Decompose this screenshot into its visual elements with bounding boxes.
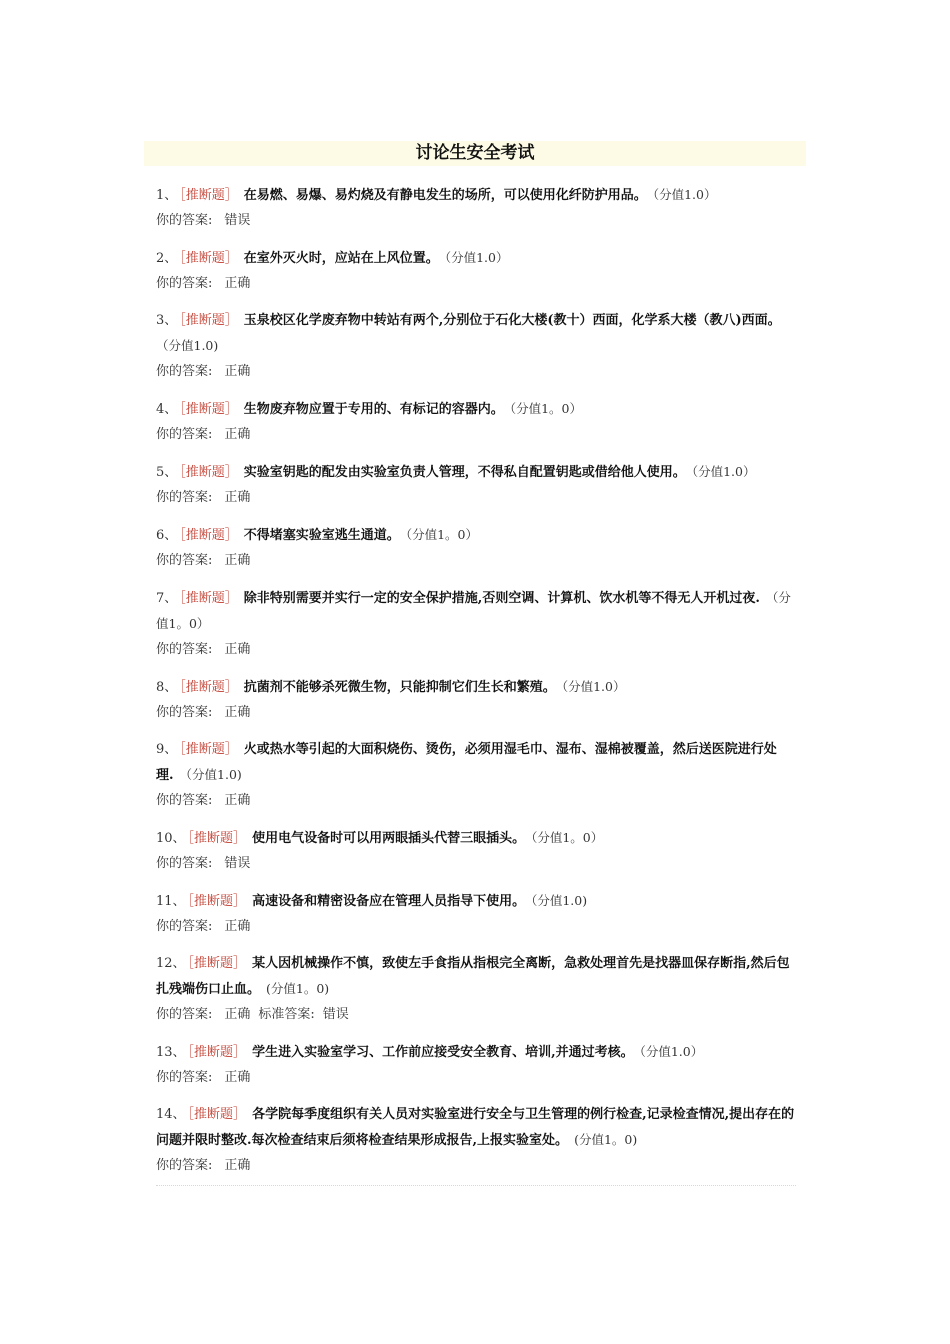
question-line <box>156 182 796 208</box>
question-score: （分值1.0) <box>179 767 242 782</box>
question-score: （分值1.0) <box>531 893 588 908</box>
answer-row <box>156 422 796 447</box>
answer-row <box>156 485 796 510</box>
question-score: （分值1.0） <box>444 250 509 265</box>
question-number: 9、 <box>156 742 178 757</box>
answer-label: 你的答案: <box>156 856 213 871</box>
question-score: （分值1.0） <box>561 679 626 694</box>
answer-value: 正确 <box>224 553 251 568</box>
answer-value: 正确 <box>224 490 251 505</box>
question-number: 11、 <box>156 894 186 909</box>
question-type-tag: ［推断题］ <box>187 894 247 909</box>
question-number: 1、 <box>156 188 178 203</box>
answer-label: 你的答案: <box>156 213 213 228</box>
answer-label: 你的答案: <box>156 919 213 934</box>
question-score: （分值1.0） <box>652 187 717 202</box>
answer-value: 错误 <box>224 213 251 228</box>
question-line <box>156 888 796 914</box>
question-line <box>156 245 796 271</box>
answer-row <box>156 208 796 233</box>
question-stem: 不得堵塞实验室逃生通道。 <box>243 528 400 543</box>
question-stem: 除非特别需要并实行一定的安全保护措施,否则空调、计算机、饮水机等不得无人开机过夜. <box>243 591 760 606</box>
answer-row <box>156 788 796 813</box>
question-type-tag: ［推断题］ <box>179 188 238 203</box>
question-type-tag: ［推断题］ <box>179 591 238 606</box>
question-stem: 抗菌剂不能够杀死微生物，只能抑制它们生长和繁殖。 <box>243 680 556 695</box>
question-list <box>156 182 796 1190</box>
question-score: （分值1。0） <box>509 401 582 416</box>
answer-value: 正确 <box>224 364 251 379</box>
question-item <box>156 1039 796 1090</box>
question-number: 7、 <box>156 591 178 606</box>
answer-value: 正确 <box>224 1158 251 1173</box>
answer-row <box>156 359 796 384</box>
answer-row <box>156 700 796 725</box>
answer-row <box>156 1153 796 1178</box>
answer-value: 正确 <box>224 705 251 720</box>
question-line <box>156 522 796 548</box>
question-line <box>156 737 796 788</box>
question-item <box>156 825 796 876</box>
answer-row <box>156 914 796 939</box>
answer-label: 你的答案: <box>156 553 213 568</box>
question-stem: 实验室钥匙的配发由实验室负责人管理，不得私自配置钥匙或借给他人使用。 <box>243 465 686 480</box>
question-item <box>156 522 796 573</box>
question-type-tag: ［推断题］ <box>179 465 238 480</box>
question-score: （分值1.0） <box>691 464 756 479</box>
answer-label: 你的答案: <box>156 705 213 720</box>
question-item <box>156 396 796 447</box>
question-number: 6、 <box>156 528 178 543</box>
question-item <box>156 308 796 384</box>
answer-value: 正确 <box>224 919 251 934</box>
page-title-bar <box>144 141 806 166</box>
question-stem: 火或热水等引起的大面积烧伤、烫伤，必须用湿毛巾、湿布、湿棉被覆盖，然后送医院进行处理. <box>156 742 777 783</box>
question-line <box>156 825 796 851</box>
question-item <box>156 459 796 510</box>
answer-label: 你的答案: <box>156 276 213 291</box>
question-number: 3、 <box>156 313 178 328</box>
answer-row <box>156 851 796 876</box>
question-stem: 在易燃、易爆、易灼烧及有静电发生的场所，可以使用化纤防护用品。 <box>243 188 647 203</box>
standard-answer-value: 错误 <box>322 1007 349 1022</box>
answer-row <box>156 548 796 573</box>
question-type-tag: ［推断题］ <box>179 313 238 328</box>
question-line <box>156 1039 796 1065</box>
question-item <box>156 674 796 725</box>
question-score: (分值1。0) <box>574 1132 638 1147</box>
answer-label: 你的答案: <box>156 427 213 442</box>
answer-row <box>156 1002 796 1027</box>
question-stem: 使用电气设备时可以用两眼插头代替三眼插头。 <box>252 831 526 846</box>
question-line <box>156 674 796 700</box>
answer-label: 你的答案: <box>156 1158 213 1173</box>
question-number: 14、 <box>156 1107 186 1122</box>
question-type-tag: ［推断题］ <box>187 1107 247 1122</box>
question-item <box>156 951 796 1027</box>
question-line <box>156 308 796 359</box>
standard-answer-label: 标准答案: <box>258 1007 315 1022</box>
answer-label: 你的答案: <box>156 364 213 379</box>
answer-value: 正确 <box>224 642 251 657</box>
question-item <box>156 585 796 662</box>
answer-label: 你的答案: <box>156 1070 213 1085</box>
question-number: 10、 <box>156 831 186 846</box>
question-stem: 高速设备和精密设备应在管理人员指导下使用。 <box>252 894 526 909</box>
answer-value: 正确 <box>224 1007 251 1022</box>
question-line <box>156 1102 796 1153</box>
question-type-tag: ［推断题］ <box>187 1045 247 1060</box>
answer-value: 正确 <box>224 793 251 808</box>
question-stem: 学生进入实验室学习、工作前应接受安全教育、培训,并通过考核。 <box>252 1045 634 1060</box>
answer-value: 正确 <box>224 427 251 442</box>
question-type-tag: ［推断题］ <box>179 528 238 543</box>
question-number: 2、 <box>156 251 178 266</box>
question-stem: 玉泉校区化学废弃物中转站有两个,分别位于石化大楼(教十）西面，化学系大楼（教八)西面。 <box>243 313 781 328</box>
question-item <box>156 1102 796 1178</box>
question-stem: 生物废弃物应置于专用的、有标记的容器内。 <box>243 402 504 417</box>
question-item <box>156 245 796 296</box>
question-score: （分值1。0） <box>156 590 791 631</box>
question-score: （分值1。0） <box>405 527 478 542</box>
question-item <box>156 888 796 939</box>
answer-value: 正确 <box>224 1070 251 1085</box>
answer-row <box>156 637 796 662</box>
answer-row <box>156 1065 796 1090</box>
answer-label: 你的答案: <box>156 793 213 808</box>
answer-value: 错误 <box>224 856 251 871</box>
question-number: 5、 <box>156 465 178 480</box>
question-type-tag: ［推断题］ <box>179 251 238 266</box>
answer-row <box>156 271 796 296</box>
question-type-tag: ［推断题］ <box>179 402 238 417</box>
question-number: 13、 <box>156 1045 186 1060</box>
bottom-divider <box>156 1185 796 1186</box>
question-type-tag: ［推断题］ <box>187 831 247 846</box>
question-type-tag: ［推断题］ <box>179 742 238 757</box>
question-type-tag: ［推断题］ <box>187 956 247 971</box>
answer-label: 你的答案: <box>156 490 213 505</box>
page-title: 讨论生安全考试 <box>415 143 535 163</box>
question-score: （分值1.0） <box>639 1044 704 1059</box>
answer-label: 你的答案: <box>156 1007 213 1022</box>
question-stem: 各学院每季度组织有关人员对实验室进行安全与卫生管理的例行检查,记录检查情况,提出存在的问题并限时整改.每次检查结束后须将检查结果形成报告,上报实验室处。 <box>156 1107 795 1148</box>
question-line <box>156 459 796 485</box>
answer-label: 你的答案: <box>156 642 213 657</box>
question-line <box>156 585 796 637</box>
question-score: （分值1。0） <box>531 830 604 845</box>
question-number: 8、 <box>156 680 178 695</box>
question-number: 12、 <box>156 956 186 971</box>
question-type-tag: ［推断题］ <box>179 680 238 695</box>
question-line <box>156 396 796 422</box>
question-stem: 在室外灭火时，应站在上风位置。 <box>243 251 439 266</box>
question-item <box>156 182 796 233</box>
question-number: 4、 <box>156 402 178 417</box>
question-score: （分值1.0) <box>156 338 219 353</box>
question-score: (分值1。0) <box>266 981 330 996</box>
question-stem: 某人因机械操作不慎，致使左手食指从指根完全离断，急救处理首先是找器皿保存断指,然后包扎残端伤口止血。 <box>156 956 790 997</box>
question-item <box>156 737 796 813</box>
question-line <box>156 951 796 1002</box>
answer-value: 正确 <box>224 276 251 291</box>
